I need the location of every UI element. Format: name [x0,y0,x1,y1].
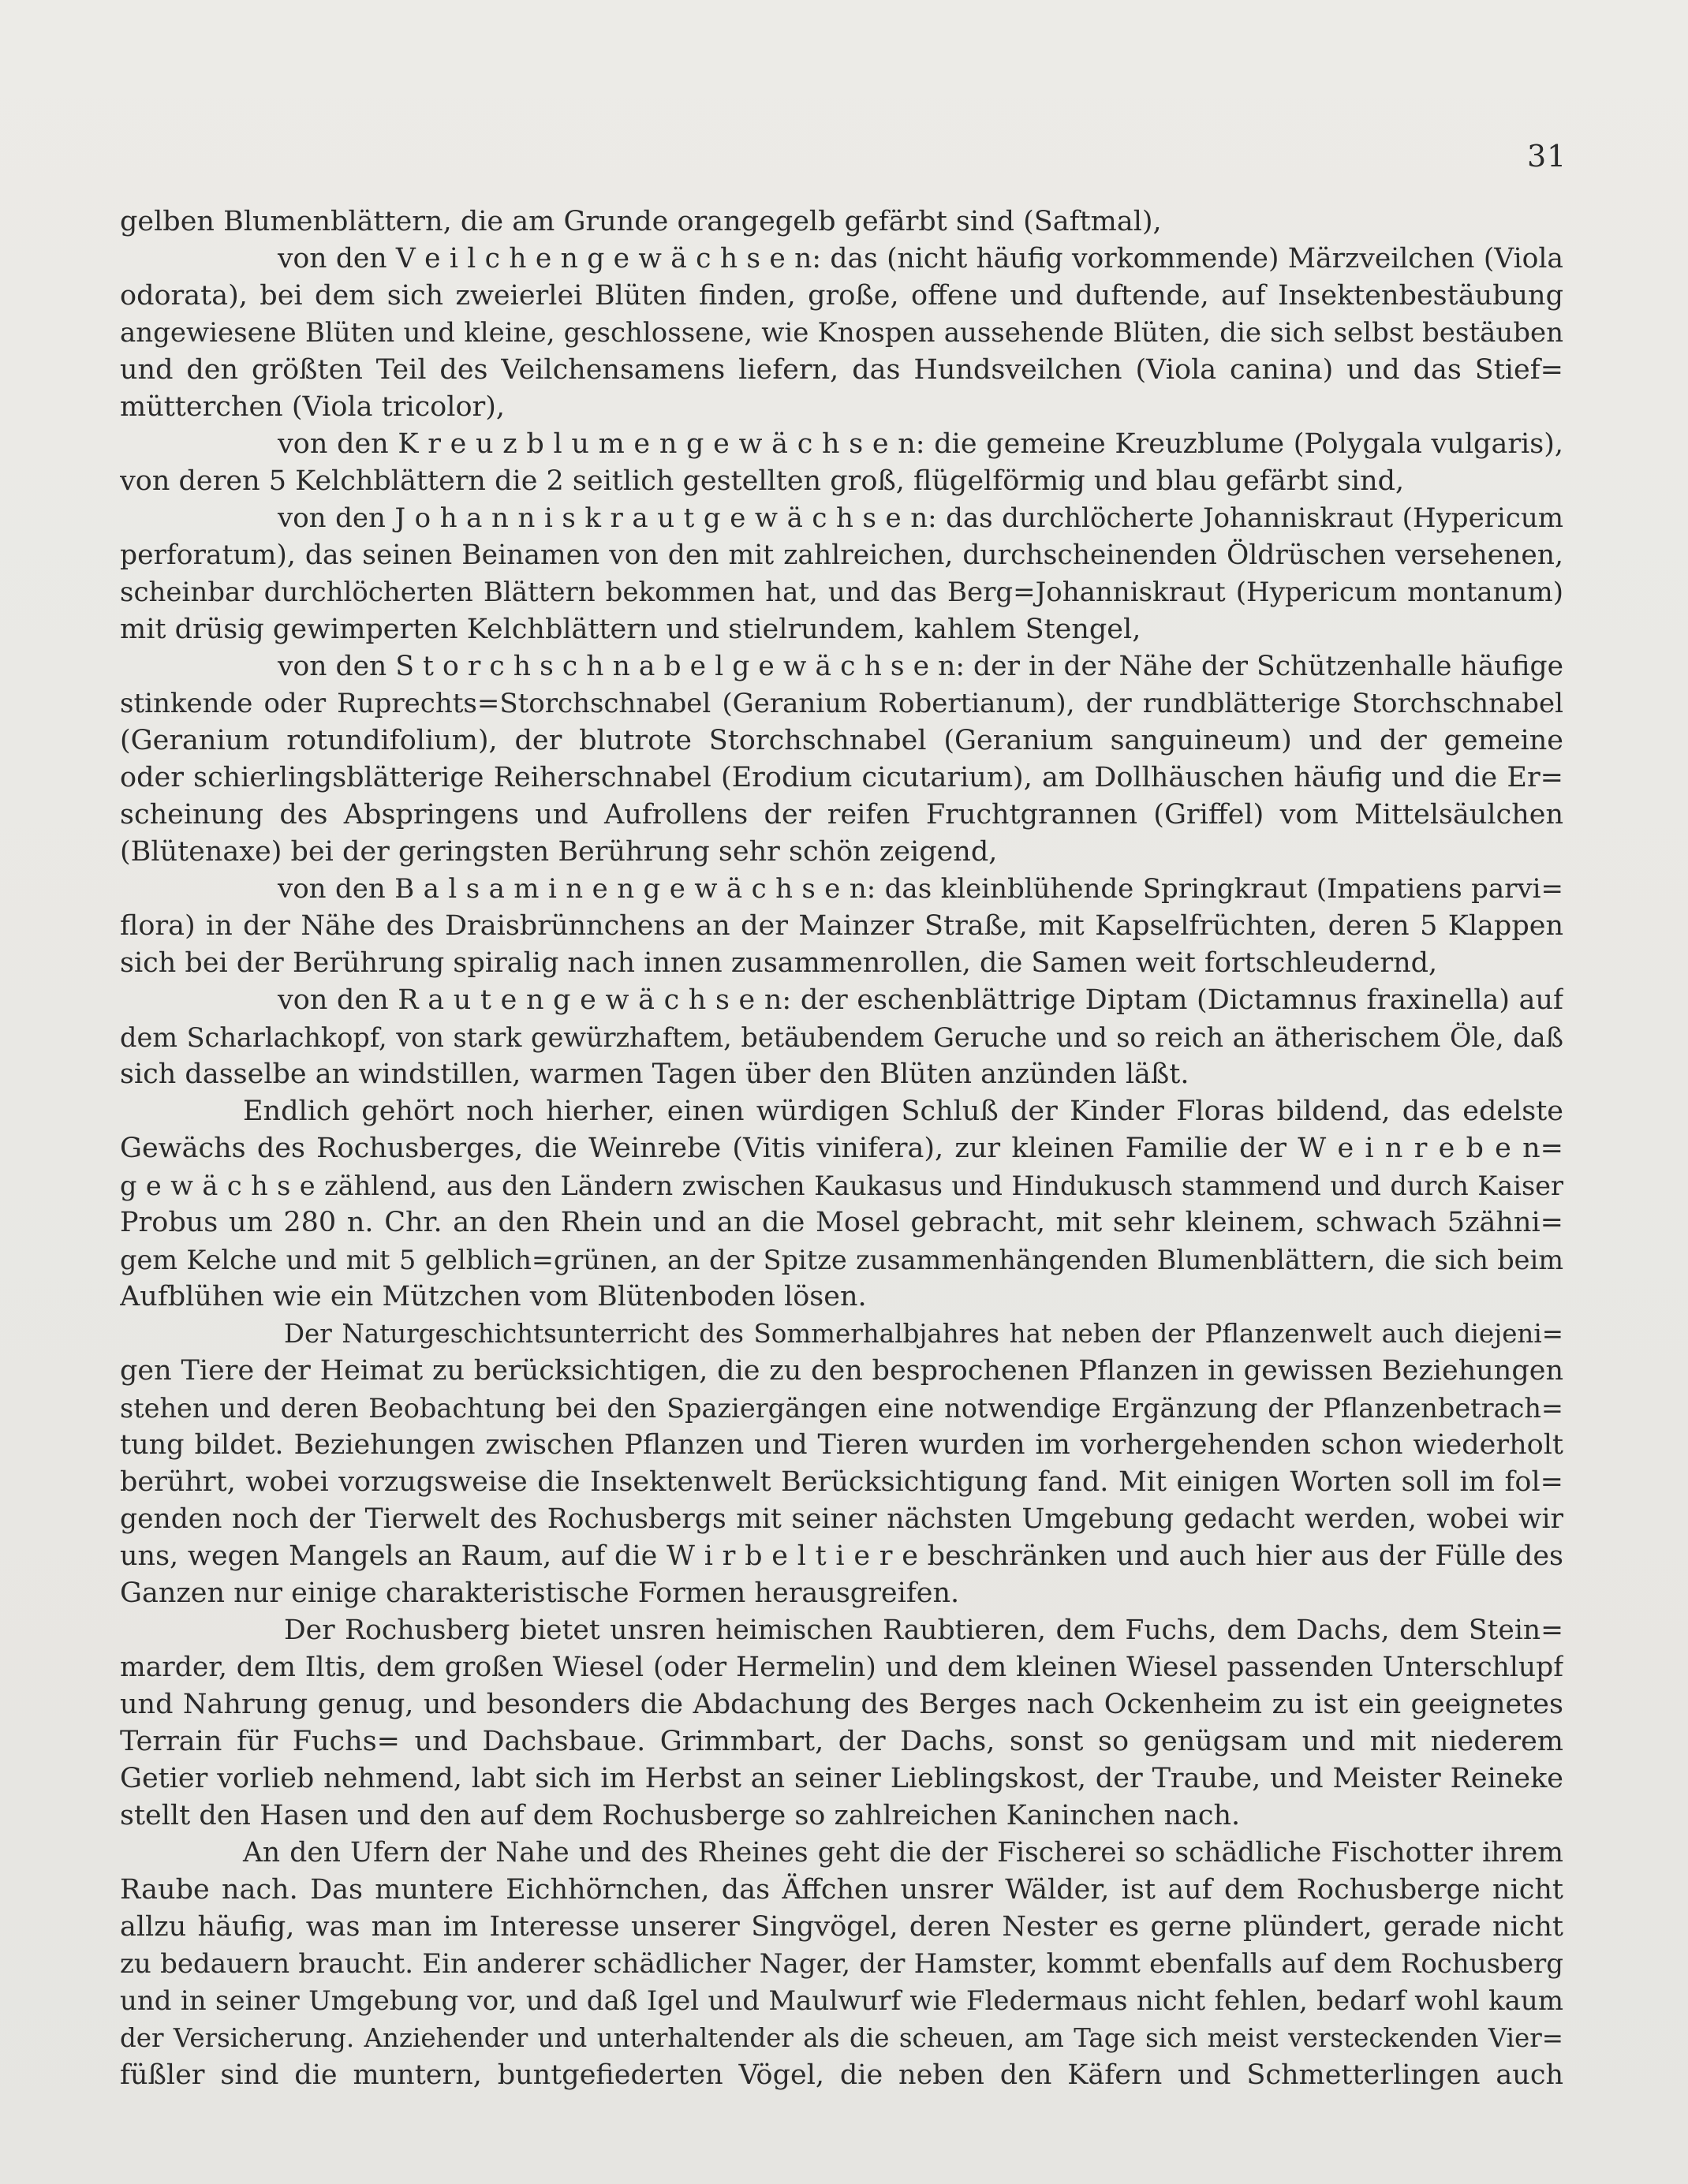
text-line: dem Scharlachkopf, von stark gewürzhaftem, betäubendem Geruche und so reich an ätherischem Öle, daß [120,1022,1563,1053]
text-line: angewiesene Blüten und kleine, geschlossene, wie Knospen aussehende Blüten, die sich selbst bestäuben [120,317,1563,349]
text-line: von den R a u t e n g e w ä c h s e n: der eschenblättrige Diptam (Dictamnus fraxinella) auf [278,984,1563,1016]
text-line: marder, dem Iltis, dem großen Wiesel (oder Hermelin) und dem kleinen Wiesel passenden Unterschlupf [120,1652,1563,1683]
text-line: Aufblühen wie ein Mützchen vom Blütenboden lösen. [120,1281,867,1312]
text-line: sich dasselbe an windstillen, warmen Tagen über den Blüten anzünden läßt. [120,1058,1189,1090]
text-line: von den S t o r c h s c h n a b e l g e w ä c h s e n: der in der Nähe der Schützenhalle häufige [278,651,1563,682]
text-line: Der Rochusberg bietet unsren heimischen Raubtieren, dem Fuchs, dem Dachs, dem Stein= [284,1615,1563,1646]
text-line: scheinung des Abspringens und Aufrollens der reifen Fruchtgrannen (Griffel) vom Mittelsäulchen [120,799,1563,831]
text-line: Gewächs des Rochusberges, die Weinrebe (Vitis vinifera), zur kleinen Familie der W e i n r e b e n= [120,1133,1563,1164]
text-line: von den V e i l c h e n g e w ä c h s e n: das (nicht häufig vorkommende) Märzveilchen (Viola [278,243,1563,274]
text-line: An den Ufern der Nahe und des Rheines geht die der Fischerei so schädliche Fischotter ihrem [243,1837,1563,1869]
text-line: Der Naturgeschichtsunterricht des Sommerhalbjahres hat neben der Pflanzenwelt auch diejeni= [284,1319,1563,1349]
text-line: gen Tiere der Heimat zu berücksichtigen, die zu den besprochenen Pflanzen in gewissen Beziehungen [120,1355,1563,1387]
text-line: flora) in der Nähe des Draisbrünnchens an der Mainzer Straße, mit Kapselfrüchten, deren 5 Klappen [120,910,1563,942]
text-line: Terrain für Fuchs= und Dachsbaue. Grimmbart, der Dachs, sonst so genügsam und mit niederem [120,1726,1563,1757]
text-line: allzu häufig, was man im Interesse unserer Singvögel, deren Nester es gerne plündert, gerade nicht [120,1911,1563,1943]
text-line: genden noch der Tierwelt des Rochusbergs mit seiner nächsten Umgebung gedacht werden, wobei wir [120,1503,1563,1535]
text-line: uns, wegen Mangels an Raum, auf die W i r b e l t i e r e beschränken und auch hier aus der Fülle des [120,1540,1563,1572]
text-line: von deren 5 Kelchblättern die 2 seitlich gestellten groß, flügelförmig und blau gefärbt sind, [120,465,1405,497]
text-line: sich bei der Berührung spiralig nach innen zusammenrollen, die Samen weit fortschleudernd, [120,947,1438,979]
text-line: mit drüsig gewimperten Kelchblättern und stielrundem, kahlem Stengel, [120,614,1141,645]
text-line: der Versicherung. Anziehender und unterhaltender als die scheuen, am Tage sich meist versteckenden Vier= [120,2023,1563,2053]
text-line: mütterchen (Viola tricolor), [120,391,506,423]
text-line: zu bedauern braucht. Ein anderer schädlicher Nager, der Hamster, kommt ebenfalls auf dem Rochusberg [120,1948,1563,1980]
text-line: stinkende oder Ruprechts=Storchschnabel (Geranium Robertianum), der rundblätterige Storchschnabel [120,688,1563,719]
text-line: oder schierlingsblätterige Reiherschnabel (Erodium cicutarium), am Dollhäuschen häufig und die Er= [120,762,1563,793]
text-line: tung bildet. Beziehungen zwischen Pflanzen und Tieren wurden im vorhergehenden schon wiederholt [120,1429,1563,1461]
text-line: stellt den Hasen und den auf dem Rochusberge so zahlreichen Kaninchen nach. [120,1800,1241,1831]
text-line: scheinbar durchlöcherten Blättern bekommen hat, und das Berg=Johanniskraut (Hypericum montanum) [120,577,1563,608]
body-text [120,203,1563,2094]
text-line: stehen und deren Beobachtung bei den Spaziergängen eine notwendige Ergänzung der Pflanzenbetrach= [120,1393,1563,1424]
text-line: Getier vorlieb nehmend, labt sich im Herbst an seiner Lieblingskost, der Traube, und Meister Reineke [120,1763,1563,1794]
text-line: und den größten Teil des Veilchensamens liefern, das Hundsveilchen (Viola canina) und das Stief= [120,354,1563,386]
page-number: 31 [1527,139,1567,174]
text-line: von den J o h a n n i s k r a u t g e w ä c h s e n: das durchlöcherte Johanniskraut (Hypericum [278,502,1563,534]
text-line: gem Kelche und mit 5 gelblich=grünen, an der Spitze zusammenhängenden Blumenblättern, die sich beim [120,1245,1563,1275]
text-line: und in seiner Umgebung vor, und daß Igel und Maulwurf wie Fledermaus nicht fehlen, bedarf wohl kaum [120,1985,1563,2017]
text-line: Raube nach. Das muntere Eichhörnchen, das Äffchen unsrer Wälder, ist auf dem Rochusberge nicht [120,1874,1563,1906]
text-line: odorata), bei dem sich zweierlei Blüten finden, große, offene und duftende, auf Insektenbestäubung [120,280,1563,312]
text-line: Probus um 280 n. Chr. an den Rhein und an die Mosel gebracht, mit sehr kleinem, schwach 5zähni= [120,1207,1563,1238]
text-line: (Geranium rotundifolium), der blutrote Storchschnabel (Geranium sanguineum) und der gemeine [120,725,1563,756]
text-line: g e w ä c h s e zählend, aus den Ländern zwischen Kaukasus und Hindukusch stammend und durch Kaiser [120,1170,1563,1201]
text-line: perforatum), das seinen Beinamen von den mit zahlreichen, durchscheinenden Öldrüschen versehenen, [120,539,1563,571]
text-line: füßler sind die muntern, buntgefiederten Vögel, die neben den Käfern und Schmetterlingen auch [120,2059,1563,2091]
text-line: Endlich gehört noch hierher, einen würdigen Schluß der Kinder Floras bildend, das edelste [243,1096,1563,1127]
text-line: berührt, wobei vorzugsweise die Insektenwelt Berücksichtigung fand. Mit einigen Worten soll im fol= [120,1466,1563,1498]
text-line: gelben Blumenblättern, die am Grunde orangegelb gefärbt sind (Saftmal), [120,206,1162,237]
text-line: und Nahrung genug, und besonders die Abdachung des Berges nach Ockenheim zu ist ein geeignetes [120,1689,1563,1720]
text-line: Ganzen nur einige charakteristische Formen herausgreifen. [120,1577,960,1609]
text-line: (Blütenaxe) bei der geringsten Berührung sehr schön zeigend, [120,836,998,868]
text-line: von den B a l s a m i n e n g e w ä c h s e n: das kleinblühende Springkraut (Impatiens parvi= [278,873,1563,905]
text-line: von den K r e u z b l u m e n g e w ä c h s e n: die gemeine Kreuzblume (Polygala vulgaris), [278,428,1563,460]
